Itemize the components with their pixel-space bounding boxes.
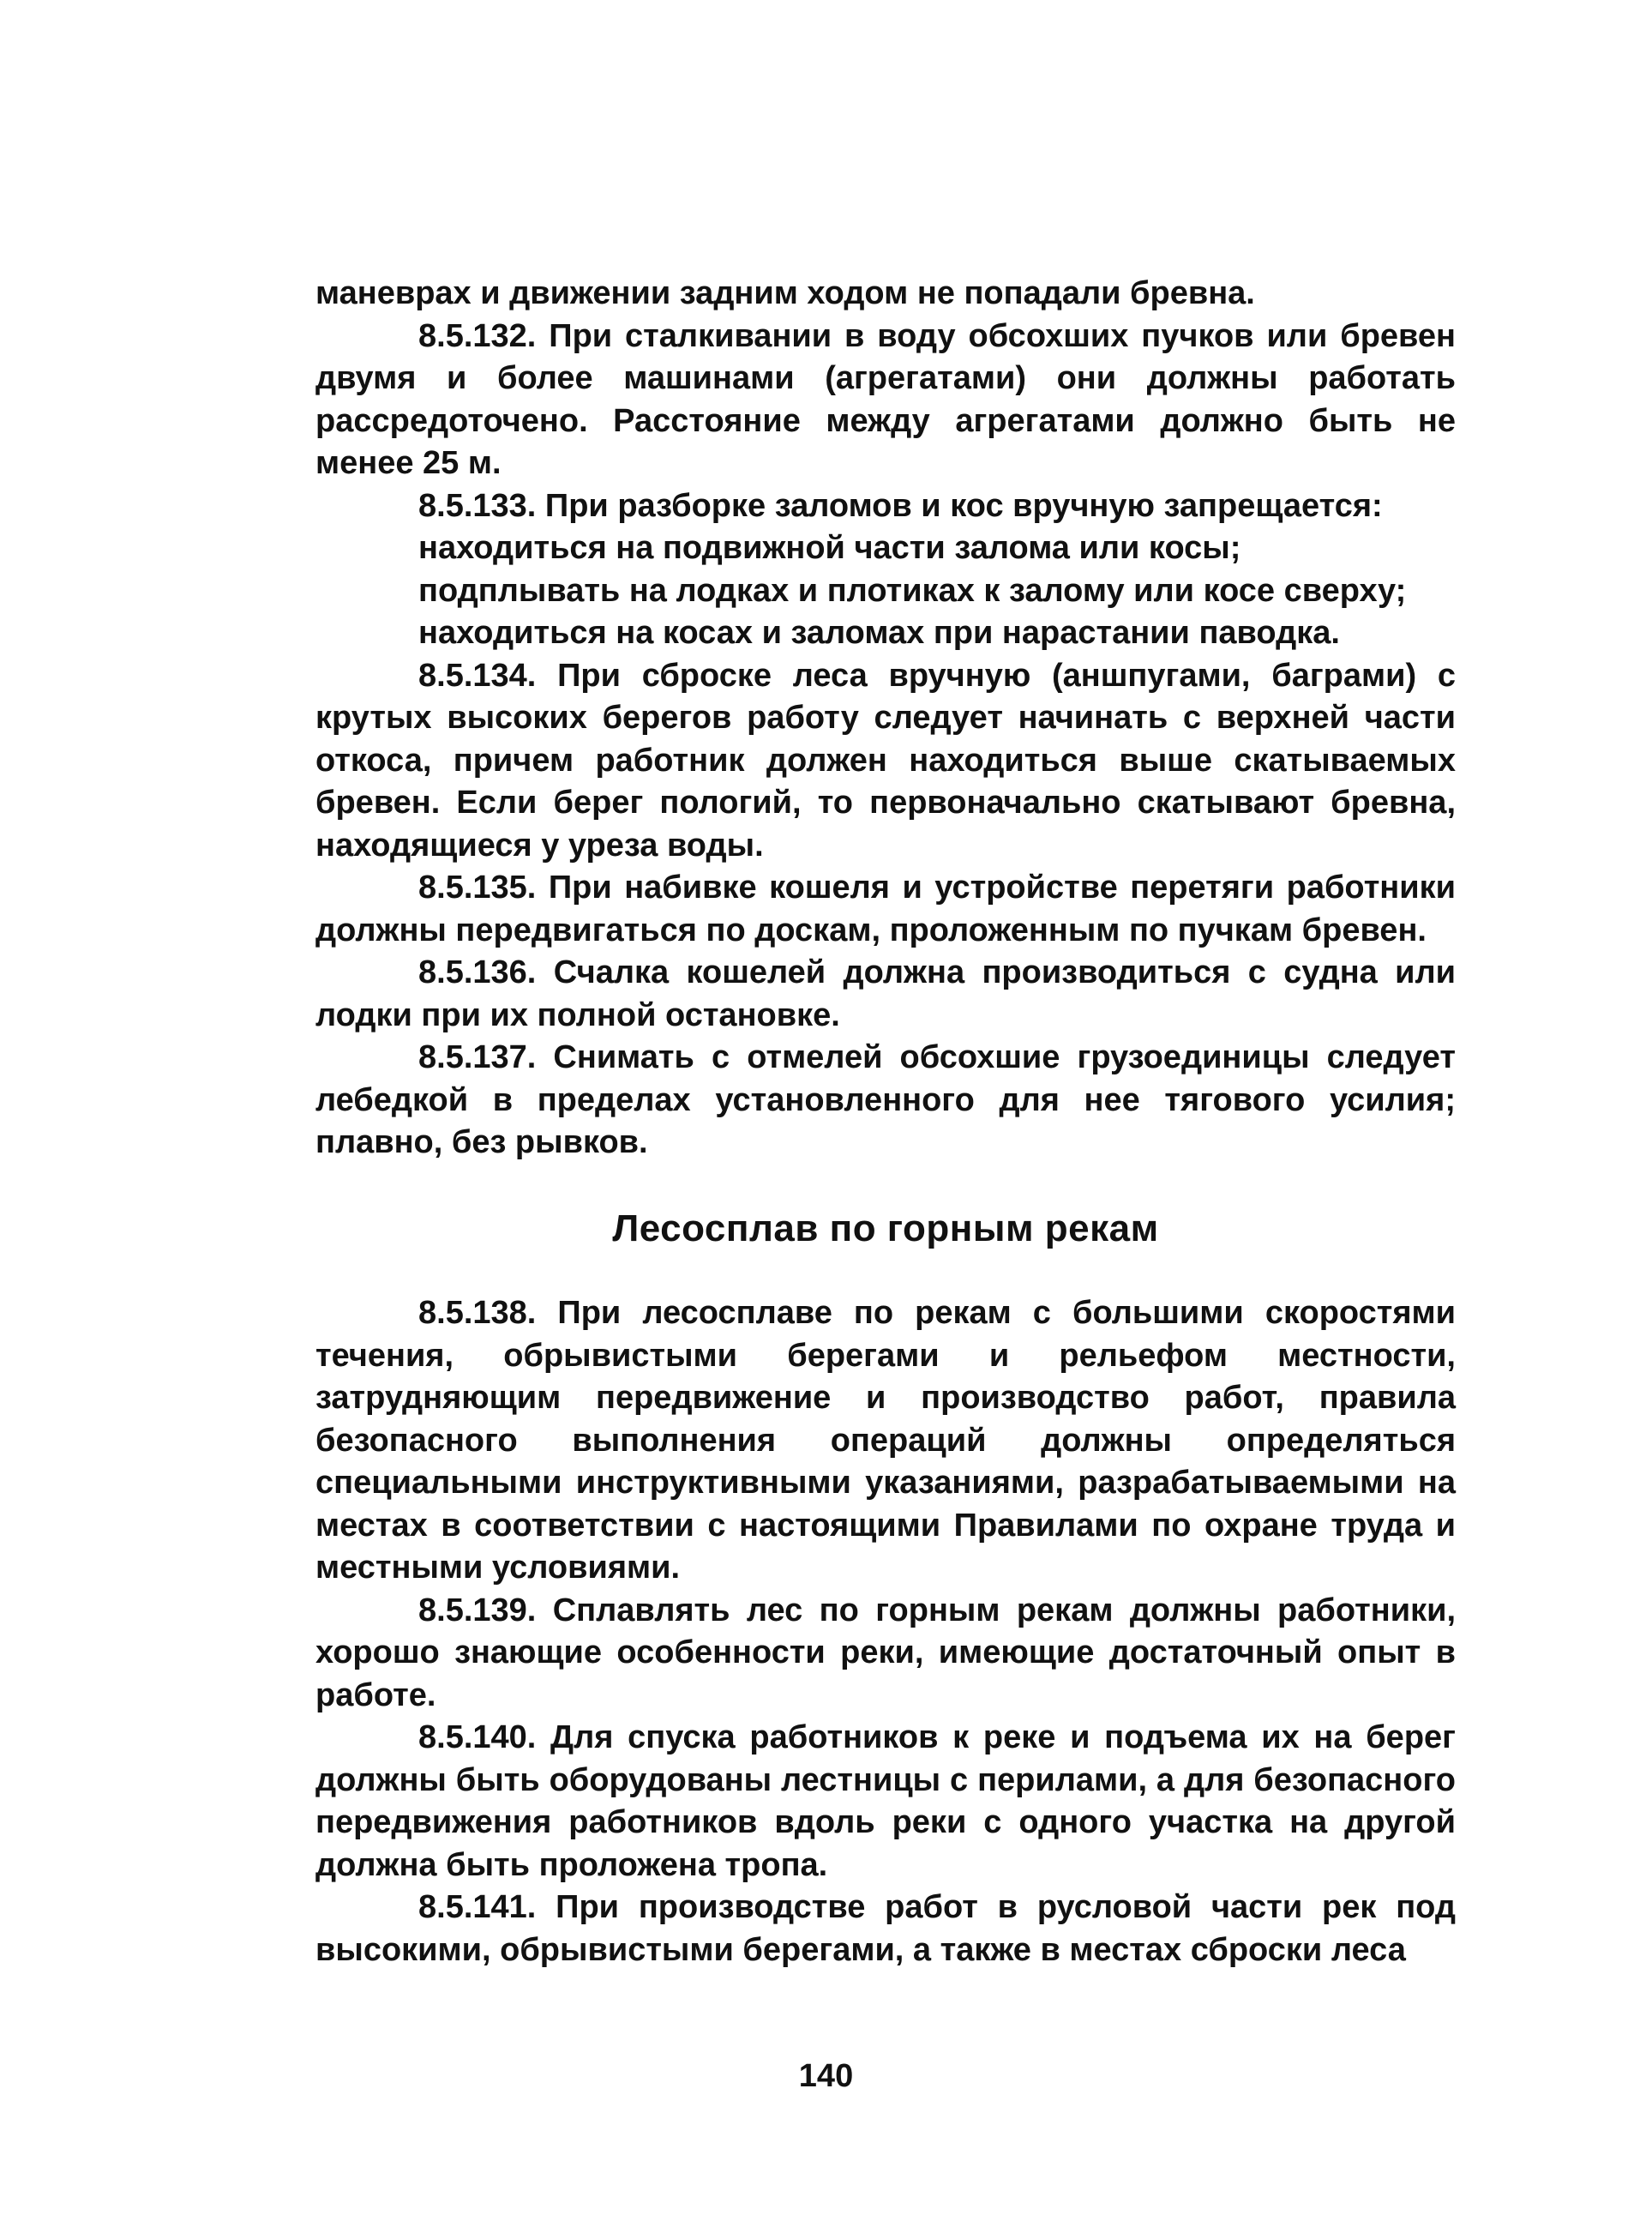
- page-number: 140: [798, 2058, 854, 2094]
- section-8-5-141: 8.5.141. При производстве работ в русловой части рек под высокими, обрывистыми берегами, а также в местах сброски леса: [315, 1889, 1456, 1968]
- section-8-5-137: 8.5.137. Снимать с отмелей обсохшие грузоединицы следует лебедкой в пределах установленного для нее тягового усилия; плавно, без рывков.: [315, 1039, 1456, 1160]
- document-page: [315, 273, 1456, 1971]
- list-item: подплывать на лодках и плотиках к залому или косе сверху;: [418, 572, 1407, 609]
- section-8-5-139: 8.5.139. Сплавлять лес по горным рекам должны работники, хорошо знающие особенности реки, имеющие достаточный опыт в работе.: [315, 1592, 1456, 1713]
- paragraph-continuation: маневрах и движении задним ходом не попадали бревна.: [315, 275, 1255, 311]
- list-item: находиться на подвижной части залома или косы;: [418, 530, 1241, 566]
- section-8-5-138: 8.5.138. При лесосплаве по рекам с большими скоростями течения, обрывистыми берегами и рельефом местности, затрудняющим передвижение и производство работ, правила безопасного выполнения операций должны определяться специальными инструктивными указаниями, разрабатываемыми на местах в соответствии с настоящими Правилами по охране труда и местными условиями.: [315, 1295, 1456, 1586]
- section-8-5-135: 8.5.135. При набивке кошеля и устройстве перетяги работники должны передвигаться по доскам, проложенным по пучкам бревен.: [315, 870, 1456, 948]
- list-item: находиться на косах и заломах при нарастании паводка.: [418, 615, 1340, 651]
- section-8-5-132: 8.5.132. При сталкивании в воду обсохших пучков или бревен двумя и более машинами (агрегатами) они должны работать рассредоточено. Расстояние между агрегатами должно быть не менее 25 м.: [315, 317, 1456, 481]
- section-8-5-140: 8.5.140. Для спуска работников к реке и подъема их на берег должны быть оборудованы лестницы с перилами, а для безопасного передвижения работников вдоль реки с одного участка на другой должна быть проложена тропа.: [315, 1719, 1456, 1883]
- section-heading: Лесосплав по горным рекам: [612, 1207, 1159, 1249]
- section-8-5-134: 8.5.134. При сброске леса вручную (аншпугами, баграми) с крутых высоких берегов работу следует начинать с верхней части откоса, причем работник должен находиться выше скатываемых бревен. Если берег пологий, то первоначально скатывают бревна, находящиеся у уреза воды.: [315, 657, 1456, 864]
- section-8-5-133: 8.5.133. При разборке заломов и кос вручную запрещается:: [418, 487, 1383, 524]
- section-8-5-136: 8.5.136. Счалка кошелей должна производиться с судна или лодки при их полной остановке.: [315, 954, 1456, 1033]
